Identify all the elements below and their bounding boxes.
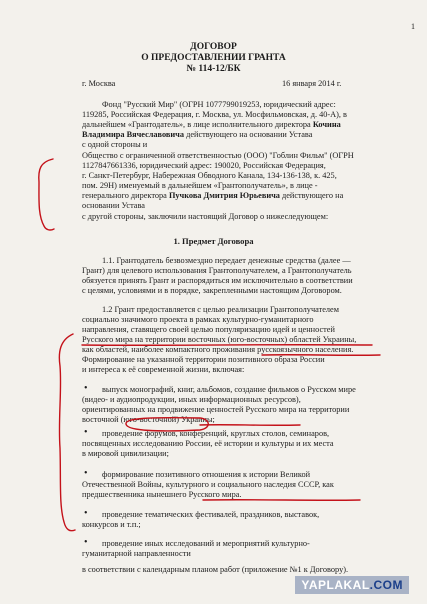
bullet-marker: • — [84, 537, 88, 548]
bullet3-line1: формирование позитивного отношения к истории Великой — [102, 470, 311, 479]
bullet2-line2: посвященных исследованию России, её истории и культуры и их места — [82, 439, 334, 448]
s12-line5: как областей, наиболее компактного проживания русскоязычного населения. — [82, 345, 354, 354]
bullet-marker: • — [84, 508, 88, 519]
bullet4-line2: конкурсов и т.п.; — [82, 520, 141, 529]
grantor-director-surname: Кочина — [312, 120, 341, 129]
section-heading: 1. Предмет Договора — [173, 236, 254, 246]
bullet-marker: • — [84, 427, 88, 438]
bracket-purpose-mark — [59, 334, 75, 531]
doc-title-line3: № 114-12/БК — [186, 64, 241, 74]
bullet4-line1: проведение тематических фестивалей, праздников, выставок, — [102, 510, 320, 519]
bullet2-line1: проведение форумов, конференций, круглых столов, семинаров, — [102, 429, 330, 438]
doc-title-line2: О ПРЕДОСТАВЛЕНИИ ГРАНТА — [141, 53, 286, 63]
s12-line2: социально значимого проекта в рамках культурно-гуманитарного — [82, 315, 314, 324]
bullet3-line3: предшественника нынешнего Русского мира. — [82, 490, 242, 499]
grantor-director-name: Владимира Вячеславовича — [82, 130, 185, 139]
s12-line3: направления, ставящего своей целью популяризацию идей и ценностей — [82, 325, 335, 334]
doc-date: 16 января 2014 г. — [282, 79, 342, 88]
bullet1-line1: выпуск монографий, книг, альбомов, создание фильмов о Русском мире — [102, 385, 356, 394]
p2-line1: Общество с ограниченной ответственностью (ООО) "Гоблин Фильм" (ОГРН — [82, 151, 354, 160]
s11-line3: обязуется принять Грант и распорядиться им исключительно в соответствии — [82, 276, 353, 285]
bullet2-line3: в мировой цивилизации; — [82, 449, 169, 458]
p2-line6: основании Устава — [82, 201, 145, 210]
bullet5-line1: проведение иных исследований и мероприятий культурно- — [102, 539, 310, 548]
closing-line: в соответствии с календарным планом работ (приложение №1 к Договору). — [82, 565, 349, 574]
bullet-marker: • — [84, 383, 88, 394]
bullet-marker: • — [84, 468, 88, 479]
s12-line6: Формирование на указанной территории позитивного образа России — [82, 355, 325, 364]
p2-line7: с другой стороны, заключили настоящий Договор о нижеследующем: — [82, 212, 329, 221]
page-number: 1 — [411, 22, 415, 31]
grantee-director-name: Пучкова Дмитрия Юрьевича — [168, 191, 280, 200]
p1-line5: с одной стороны и — [82, 140, 148, 149]
doc-title-line1: ДОГОВОР — [190, 42, 237, 52]
s12-line4: Русского мира на территории восточных (юго-восточных) областей Украины, — [82, 335, 357, 344]
p2-line5: генерального директора Пучкова Дмитрия Юрьевича действующего на — [82, 191, 344, 200]
s12-line1: 1.2 Грант предоставляется с целью реализации Грантополучателем — [102, 305, 339, 314]
bullet1-line4: восточной (юго-восточной) Украины; — [82, 415, 215, 424]
bullet1-line2: (видео- и аудиопродукции, иных информационных ресурсов), — [82, 395, 301, 404]
watermark-logo: YAPLAKAL.COM — [295, 576, 409, 594]
p2-line4: пом. 29Н) именуемый в дальнейшем «Грантополучатель», в лице - — [82, 181, 318, 190]
s12-line7: и интереса к её современной жизни, включая: — [82, 365, 245, 374]
p1-line1: Фонд "Русский Мир" (ОГРН 1077799019253, юридический адрес: — [102, 100, 336, 109]
bullet3-line2: Отечественной Войны, культурного и социального наследия СССР, как — [82, 480, 334, 489]
bracket-party-mark — [39, 159, 54, 230]
p2-line2: 1127847661336, юридический адрес: 190020, Российская Федерация, — [82, 161, 326, 170]
p1-line4: Владимира Вячеславовича действующего на основании Устава — [82, 130, 313, 139]
bullet5-line2: гуманитарной направленности — [82, 549, 191, 558]
doc-place: г. Москва — [82, 79, 116, 88]
bullet1-line3: ориентированных на продвижение ценностей Русского мира на территории — [82, 405, 350, 414]
s11-line4: с целями, условиями и в порядке, закрепленными настоящим Договором. — [82, 286, 342, 295]
p1-line3: дальнейшем «Грантодатель», в лице исполнительного директора Кочина — [82, 120, 341, 129]
underline-ukraine-mark — [200, 425, 300, 426]
p1-line2: 119285, Российская Федерация, г. Москва, ул. Мосфильмовская, д. 40-А), в — [82, 110, 347, 119]
p2-line3: г. Санкт-Петербург, Набережная Обводного Канала, 134-136-138, к. 425, — [82, 171, 337, 180]
s11-line2: Грант) для целевого использования Грантополучателем, а Грантополучатель — [82, 266, 352, 275]
s11-line1: 1.1. Грантодатель безвозмездно передает денежные средства (далее — — [102, 256, 351, 265]
